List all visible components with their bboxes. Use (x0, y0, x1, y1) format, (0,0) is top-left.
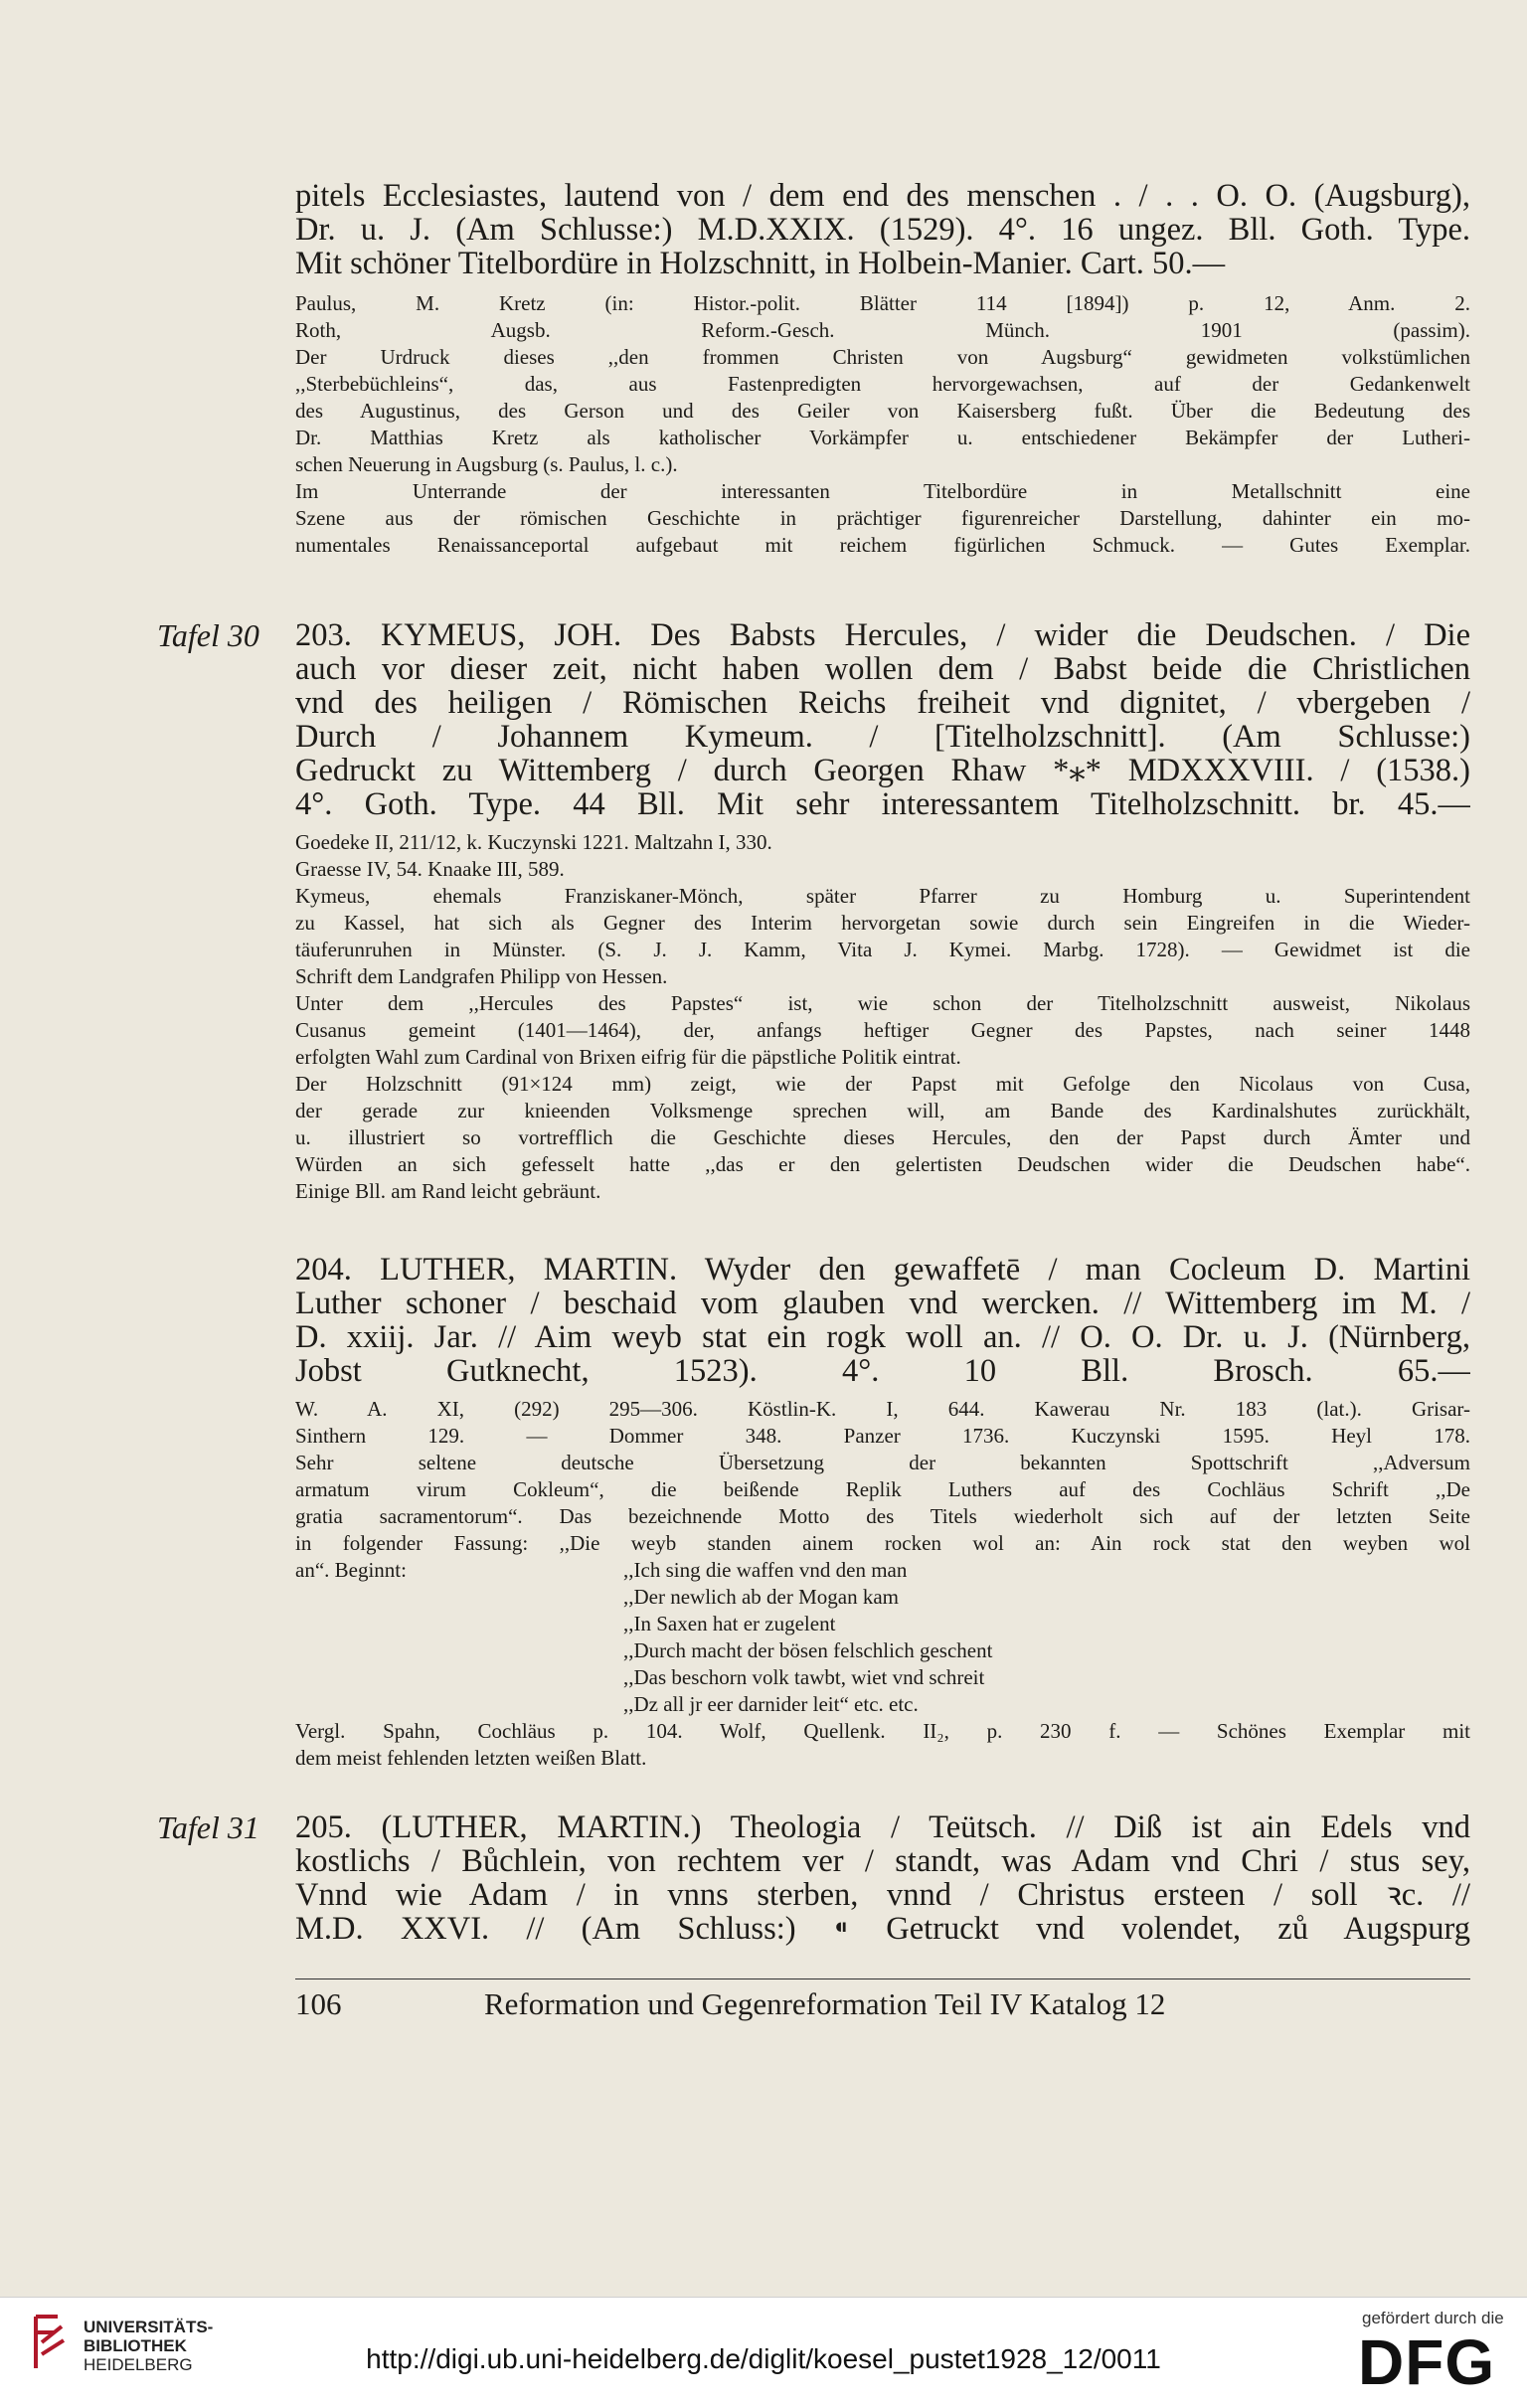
note-line: Schrift dem Landgrafen Philipp von Hessen. (295, 964, 668, 988)
entry-text-line: vnd des heiligen / Römischen Reichs freiheit vnd dignitet, / vbergeben / (295, 686, 1470, 720)
entry-text-line: 205. (LUTHER, MARTIN.) Theologia / Teütsch. // Diß ist ain Edels vnd (295, 1810, 1470, 1844)
note-line: dem meist fehlenden letzten weißen Blatt. (295, 1746, 647, 1770)
running-title: Reformation und Gegenreformation Teil IV Katalog 12 (484, 1986, 1166, 2021)
dfg-logo[interactable]: DFG (1358, 2326, 1496, 2398)
note-line: Im Unterrande der interessanten Titelbordüre in Metallschnitt eine (295, 479, 1470, 503)
entry-text-line: D. xxiij. Jar. // Aim weyb stat ein rogk woll an. // O. O. Dr. u. J. (Nürnberg, (295, 1320, 1470, 1354)
entry-text-line: 203. KYMEUS, JOH. Des Babsts Hercules, / wider die Deudschen. / Die (295, 618, 1470, 652)
note-line: Einige Bll. am Rand leicht gebräunt. (295, 1179, 601, 1203)
poem-line: ,,Dz all jr eer darnider leit“ etc. etc. (623, 1692, 919, 1716)
note-line: Würden an sich gefesselt hatte ,,das er den gelertisten Deudschen wider die Deudschen habe“. (295, 1152, 1470, 1176)
library-name-line: BIBLIOTHEK (84, 2336, 187, 2355)
funded-by-label: gefördert durch die (1362, 2309, 1504, 2327)
note-line: armatum virum Cokleum“, die beißende Replik Luthers auf des Cochläus Schrift ,,De (295, 1477, 1470, 1501)
entry-204 (295, 1253, 1470, 1772)
entry-text-line: M.D. XXVI. // (Am Schluss:) ⁌ Getruckt vnd volendet, zů Augspurg (295, 1912, 1470, 1946)
note-line: Dr. Matthias Kretz als katholischer Vorkämpfer u. entschiedener Bekämpfer der Lutheri- (295, 426, 1470, 449)
note-line: Roth, Augsb. Reform.-Gesch. Münch. 1901 (passim). (295, 318, 1470, 342)
entry-text-line: 4°. Goth. Type. 44 Bll. Mit sehr interessantem Titelholzschnitt. br. 45.— (295, 787, 1470, 821)
note-line: Paulus, M. Kretz (in: Histor.-polit. Blätter 114 [1894]) p. 12, Anm. 2. (295, 291, 1470, 315)
note-line: gratia sacramentorum“. Das bezeichnende Motto des Titels wiederholt sich auf der letzten Seite (295, 1504, 1470, 1528)
entry-text-line: Mit schöner Titelbordüre in Holzschnitt, in Holbein-Manier. Cart. 50.— (295, 247, 1226, 280)
note-line: ,,Sterbebüchleins“, das, aus Fastenpredigten hervorgewachsen, auf der Gedankenwelt (295, 372, 1470, 396)
note-line: numentales Renaissanceportal aufgebaut mit reichem figürlichen Schmuck. — Gutes Exemplar. (295, 533, 1470, 557)
note-line: täuferunruhen in Münster. (S. J. J. Kamm, Vita J. Kymei. Marbg. 1728). — Gewidmet ist die (295, 938, 1470, 961)
note-line: zu Kassel, hat sich als Gegner des Interim hervorgetan sowie durch sein Eingreifen in die Wieder- (295, 911, 1470, 935)
entry-text-line: Jobst Gutknecht, 1523). 4°. 10 Bll. Brosch. 65.— (295, 1354, 1470, 1388)
poem-line: ,,Der newlich ab der Mogan kam (623, 1585, 899, 1609)
note-line: Kymeus, ehemals Franziskaner-Mönch, später Pfarrer zu Homburg u. Superintendent (295, 884, 1470, 908)
entry-text-line: auch vor dieser zeit, nicht haben wollen dem / Babst beide die Christlichen (295, 652, 1470, 686)
library-name-line: HEIDELBERG (84, 2355, 193, 2374)
tafel-reference: Tafel 31 (157, 1809, 259, 1845)
note-line: an“. Beginnt: (295, 1558, 407, 1582)
permalink-url[interactable]: http://digi.ub.uni-heidelberg.de/diglit/koesel_pustet1928_12/0011 (366, 2343, 1161, 2374)
entry-203 (295, 618, 1470, 1205)
entry-text-line: Dr. u. J. (Am Schlusse:) M.D.XXIX. (1529). 4°. 16 ungez. Bll. Goth. Type. (295, 213, 1470, 247)
note-line: der gerade zur knieenden Volksmenge sprechen will, am Bande des Kardinalshutes zurückhält, (295, 1099, 1470, 1122)
entry-text-line: Gedruckt zu Wittemberg / durch Georgen Rhaw *⁎* MDXXXVIII. / (1538.) (295, 754, 1470, 787)
footer-rule (295, 1978, 1470, 1979)
note-line: Goedeke II, 211/12, k. Kuczynski 1221. Maltzahn I, 330. (295, 830, 772, 854)
entry-text-line: pitels Ecclesiastes, lautend von / dem end des menschen . / . . O. O. (Augsburg), (295, 179, 1470, 213)
note-line: Sinthern 129. — Dommer 348. Panzer 1736. Kuczynski 1595. Heyl 178. (295, 1424, 1470, 1448)
note-line: schen Neuerung in Augsburg (s. Paulus, l. c.). (295, 452, 678, 476)
entry-text-line: 204. LUTHER, MARTIN. Wyder den gewaffetē / man Cocleum D. Martini (295, 1253, 1470, 1287)
note-line: des Augustinus, des Gerson und des Geiler von Kaisersberg fußt. Über die Bedeutung des (295, 399, 1470, 423)
poem-line: ,,Durch macht der bösen felschlich geschent (623, 1638, 993, 1662)
poem-line: ,,Ich sing die waffen vnd den man (623, 1558, 908, 1582)
entry-text-line: Durch / Johannem Kymeum. / [Titelholzschnitt]. (Am Schlusse:) (295, 720, 1470, 754)
entry-text-line: kostlichs / Bůchlein, von rechtem ver / standt, was Adam vnd Chri / stus sey, (295, 1844, 1470, 1878)
note-line: Szene aus der römischen Geschichte in prächtiger figurenreicher Darstellung, dahinter ein mo- (295, 506, 1470, 530)
poem-line: ,,In Saxen hat er zugelent (623, 1612, 836, 1635)
note-line: Der Holzschnitt (91×124 mm) zeigt, wie der Papst mit Gefolge den Nicolaus von Cusa, (295, 1072, 1470, 1096)
note-line: erfolgten Wahl zum Cardinal von Brixen eifrig für die päpstliche Politik eintrat. (295, 1045, 961, 1069)
poem-line: ,,Das beschorn volk tawbt, wiet vnd schreit (623, 1665, 985, 1689)
entry-text-line: Vnnd wie Adam / in vnns sterben, vnnd / Christus ersteen / soll ꝛc. // (295, 1878, 1470, 1912)
note-line: Unter dem ,,Hercules des Papstes“ ist, wie schon der Titelholzschnitt ausweist, Nikolaus (295, 991, 1470, 1015)
note-line: Cusanus gemeint (1401—1464), der, anfangs heftiger Gegner des Papstes, nach seiner 1448 (295, 1018, 1470, 1042)
note-line: u. illustriert so vortrefflich die Geschichte dieses Hercules, den der Papst durch Ämter und (295, 1125, 1470, 1149)
tafel-reference: Tafel 30 (157, 617, 259, 653)
note-line: Graesse IV, 54. Knaake III, 589. (295, 857, 565, 881)
library-name-line: UNIVERSITÄTS- (84, 2318, 214, 2336)
entry-205 (295, 1810, 1470, 1946)
note-line: Der Urdruck dieses ,,den frommen Christen von Augsburg“ gewidmeten volkstümlichen (295, 345, 1470, 369)
note-line: in folgender Fassung: ,,Die weyb standen ainem rocken wol an: Ain rock stat den weyben wol (295, 1531, 1470, 1555)
entry-text-line: Luther schoner / beschaid vom glauben vnd wercken. // Wittemberg im M. / (295, 1287, 1470, 1320)
note-line: W. A. XI, (292) 295—306. Köstlin-K. I, 644. Kawerau Nr. 183 (lat.). Grisar- (295, 1397, 1470, 1421)
note-line: Sehr seltene deutsche Übersetzung der bekannten Spottschrift ,,Adversum (295, 1451, 1470, 1474)
entry-202-continuation (295, 179, 1470, 559)
page-number: 106 (295, 1986, 342, 2021)
note-line: Vergl. Spahn, Cochläus p. 104. Wolf, Quellenk. II₂, p. 230 f. — Schönes Exemplar mit (295, 1719, 1470, 1743)
